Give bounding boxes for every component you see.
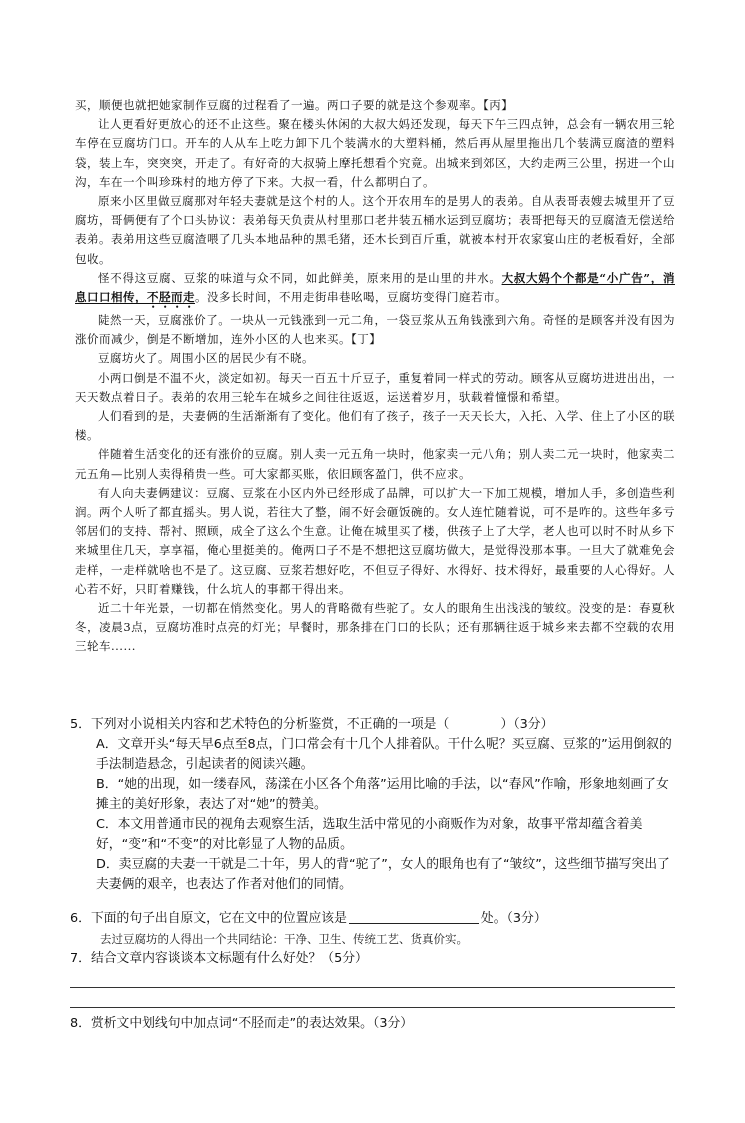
story-p4-lead: 怪不得这豆腐、豆浆的味道与众不同，如此鲜美，原来用的是山里的井水。 — [98, 270, 502, 285]
question-8-stem: 8．赏析文中划线句中加点词“不胫而走”的表达效果。（3分） — [70, 1016, 414, 1031]
story-paragraph-9: 伴随着生活变化的还有涨价的豆腐。别人卖一元五角一块时，他家卖一元八角；别人卖二元一块时，他家卖二元五角—比别人卖得稍贵一些。可大家都买账，依旧顾客盈门，供不应求。 — [75, 447, 675, 481]
story-paragraph-5: 陡然一天，豆腐涨价了。一块从一元钱涨到一元二角，一袋豆浆从五角钱涨到六角。奇怪的是顾客并没有因为涨价而减少，倒是不断增加，连外小区的人也来买。【丁】 — [75, 313, 675, 347]
question-5-option-b: B．“她的出现，如一缕春风，荡漾在小区各个角落”运用比喻的手法，以“春风”作喻，形象地刻画了女摊主的美好形象，表达了对“她”的赞美。 — [96, 777, 669, 812]
question-6-answer-blank[interactable] — [349, 909, 479, 924]
question-5-option-c: C．本文用普通市民的视角去观察生活，选取生活中常见的小商贩作为对象，故事平常却蕴含着美好，“变”和“不变”的对比彰显了人物的品质。 — [96, 817, 643, 852]
story-paragraph-2: 让人更看好更放心的还不止这些。聚在楼头休闲的大叔大妈还发现，每天下午三四点钟，总会有一辆农用三轮车停在豆腐坊门口。开车的人从车上吃力卸下几个装满水的大塑料桶，然后再从屋里拖出几个装满豆腐渣的塑料袋，装上车，突突突，开走了。有好奇的大叔骑上摩托想看个究竟。出城来到郊区，大约走两三公里，拐进一个山沟，车在一个叫珍珠村的地方停了下来。大叔一看，什么都明白了。 — [75, 117, 675, 189]
question-7-stem: 7．结合文章内容谈谈本文标题有什么好处？（5分） — [70, 951, 368, 966]
question-6-quote: 去过豆腐坊的人得出一个共同结论：干净、卫生、传统工艺、货真价实。 — [100, 932, 468, 946]
question-6-stem-text: 6．下面的句子出自原文，它在文中的位置应该是 — [70, 911, 347, 926]
story-p4-tail: 。没多长时间，不用走街串巷吆喝，豆腐坊变得门庭若市。 — [195, 290, 507, 305]
story-paragraph-6: 豆腐坊火了。周围小区的居民少有不晓。 — [98, 351, 314, 366]
story-paragraph-8: 人们看到的是，夫妻俩的生活渐渐有了变化。他们有了孩子，孩子一天天长大，入托、入学、住上了小区的联楼。 — [75, 409, 675, 443]
story-paragraph-3: 原来小区里做豆腐那对年轻夫妻就是这个村的人。这个开农用车的是男人的表弟。自从表哥表嫂去城里开了豆腐坊，哥俩便有了个口头协议：表弟每天负责从村里那口老井装五桶水运到豆腐坊；表哥把每天的豆腐渣无偿送给表弟。表弟用这些豆腐渣喂了几头本地品种的黑毛猪，还木长到百斤重，就被本村开农家宴山庄的老板看好，全部包收。 — [75, 194, 675, 266]
story-paragraph-1: 买，顺便也就把她家制作豆腐的过程看了一遍。两口子要的就是这个参观率。【丙】 — [75, 98, 514, 112]
spacer — [70, 895, 678, 909]
underlined-text: 大叔大妈个个都是“小广告”，消息口口相传， — [75, 270, 675, 305]
story-paragraph-7: 小两口倒是不温不火，淡定如初。每天一百五十斤豆子，重复着同一样式的劳动。顾客从豆腐坊进进出出，一天天数点着日子。表弟的农用三轮车在城乡之间往往返返，运送着岁月，驮载着憧憬和希望。 — [75, 370, 675, 404]
question-5-option-a: A．文章开头“每天早6点至8点，门口常会有十几个人排着队。干什么呢？买豆腐、豆浆的”运用倒叙的手法制造悬念，引起读者的阅读兴趣。 — [96, 737, 672, 772]
story-text — [75, 96, 675, 657]
story-paragraph-10: 有人向夫妻俩建议：豆腐、豆浆在小区内外已经形成了品牌，可以扩大一下加工规模，增加人手，多创造些利润。两个人听了都直摇头。男人说，若往大了整，闹不好会砸饭碗的。女人连忙随着说，可不是咋的。这些年多亏邻居们的支持、帮衬、照顾，成全了这么个生意。让俺在城里买了楼，供孩子上了大学，老人也可以时不时从乡下来城里住几天，享享福，俺心里挺美的。俺两口子不是不想把这豆腐坊做大，是觉得没那本事。一旦大了就难免会走样，一走样就啥也不是了。这豆腐、豆浆若想好吃，不但豆子得好、水得好、技术得好，最重要的人心得好。人心若不好，只盯着赚钱，什么坑人的事都干得出来。 — [75, 485, 675, 596]
question-5-stem: 5．下列对小说相关内容和艺术特色的分析鉴赏，不正确的一项是（ ）（3分） — [70, 717, 554, 732]
questions-section — [70, 715, 678, 1034]
question-7-answer-line-1[interactable] — [70, 987, 675, 988]
story-paragraph-4 — [75, 269, 675, 311]
question-7-answer-line-2[interactable] — [70, 1007, 675, 1008]
question-6-stem — [70, 909, 678, 929]
story-paragraph-11: 近二十年光景，一切都在悄然变化。男人的背略微有些驼了。女人的眼角生出浅浅的皱纹。没变的是：春夏秋冬，凌晨3点，豆腐坊准时点亮的灯光；早餐时，那条排在门口的长队；还有那辆往返于城乡来去都不空载的农用三轮车...... — [75, 601, 675, 654]
question-5-option-d: D．卖豆腐的夫妻一干就是二十年，男人的背“驼了”，女人的眼角也有了“皱纹”，这些细节描写突出了夫妻俩的艰辛，也表达了作者对他们的同情。 — [96, 857, 670, 892]
question-6-stem-suffix: 处。（3分） — [480, 911, 547, 926]
dotted-word: 不胫而走 — [147, 290, 195, 305]
